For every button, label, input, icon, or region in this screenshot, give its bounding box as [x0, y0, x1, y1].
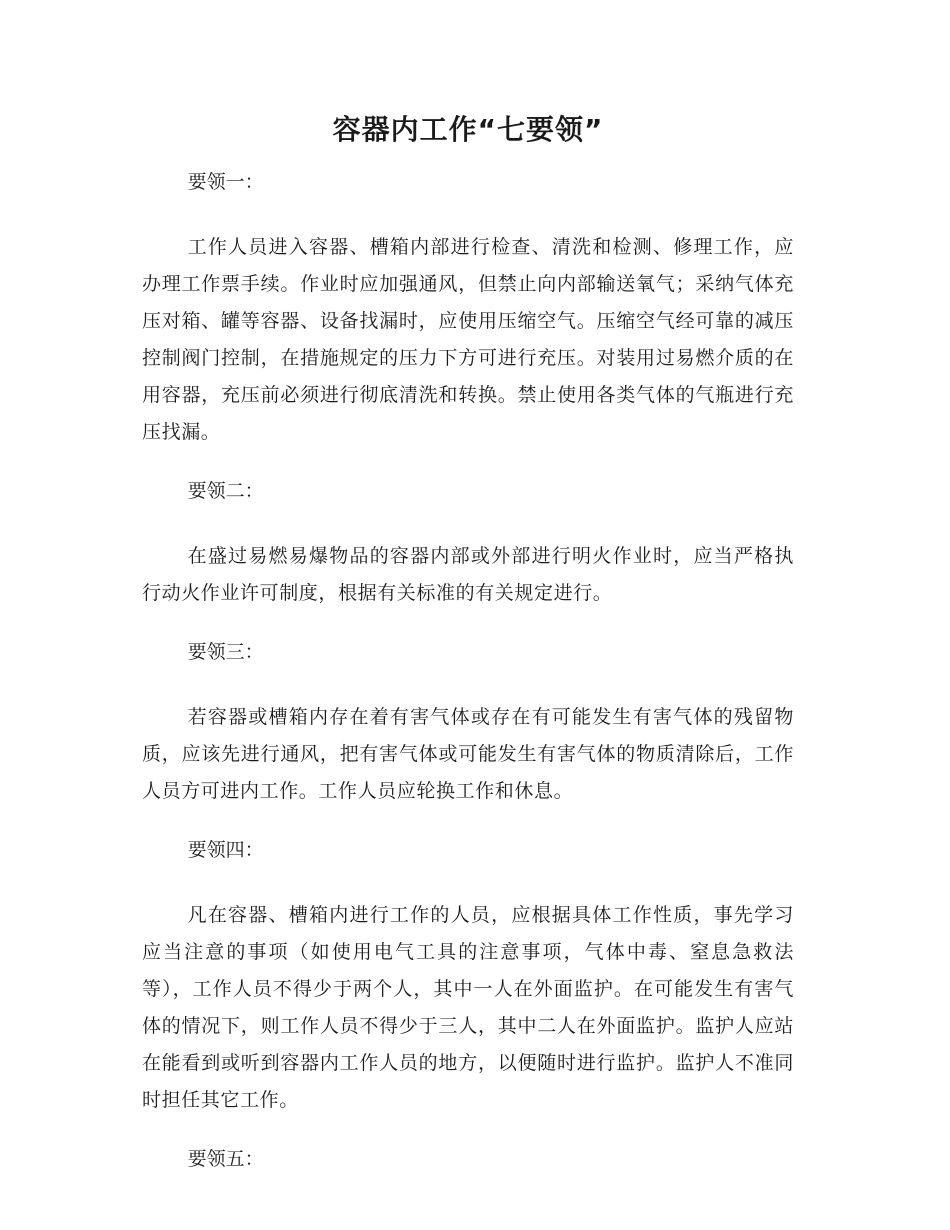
- section-body: 在盛过易燃易爆物品的容器内部或外部进行明火作业时，应当严格执行动火作业许可制度，根据有关标准的有关规定进行。: [142, 545, 794, 604]
- section-2: [142, 475, 794, 612]
- section-heading: 要领五：: [187, 1148, 264, 1170]
- document-title: 容器内工作“七要领”: [332, 113, 604, 146]
- section-body: 工作人员进入容器、槽箱内部进行检查、清洗和检测、修理工作，应办理工作票手续。作业时应加强通风，但禁止向内部输送氧气；采纳气体充压对箱、罐等容器、设备找漏时，应使用压缩空气。压缩空气经可靠的减压控制阀门控制，在措施规定的压力下方可进行充压。对装用过易燃介质的在用容器，充压前必须进行彻底清洗和转换。禁止使用各类气体的气瓶进行充压找漏。: [142, 236, 794, 443]
- section-4: [142, 834, 794, 1119]
- section-heading: 要领二：: [187, 480, 264, 502]
- section-3: [142, 636, 794, 810]
- section-body: 若容器或槽箱内存在着有害气体或存在有可能发生有害气体的残留物质，应该先进行通风，把有害气体或可能发生有害气体的物质清除后，工作人员方可进内工作。工作人员应轮换工作和休息。: [142, 706, 794, 802]
- section-5: [142, 1143, 794, 1175]
- section-heading: 要领四：: [187, 839, 264, 861]
- section-1: [142, 166, 794, 451]
- section-heading: 要领三：: [187, 641, 264, 663]
- section-body: 凡在容器、槽箱内进行工作的人员，应根据具体工作性质，事先学习应当注意的事项（如使用电气工具的注意事项，气体中毒、窒息急救法等），工作人员不得少于两个人，其中一人在外面监护。在可能发生有害气体的情况下，则工作人员不得少于三人，其中二人在外面监护。监护人应站在能看到或听到容器内工作人员的地方，以便随时进行监护。监护人不准同时担任其它工作。: [142, 904, 794, 1111]
- document-page: [142, 108, 794, 1206]
- section-heading: 要领一：: [187, 171, 264, 193]
